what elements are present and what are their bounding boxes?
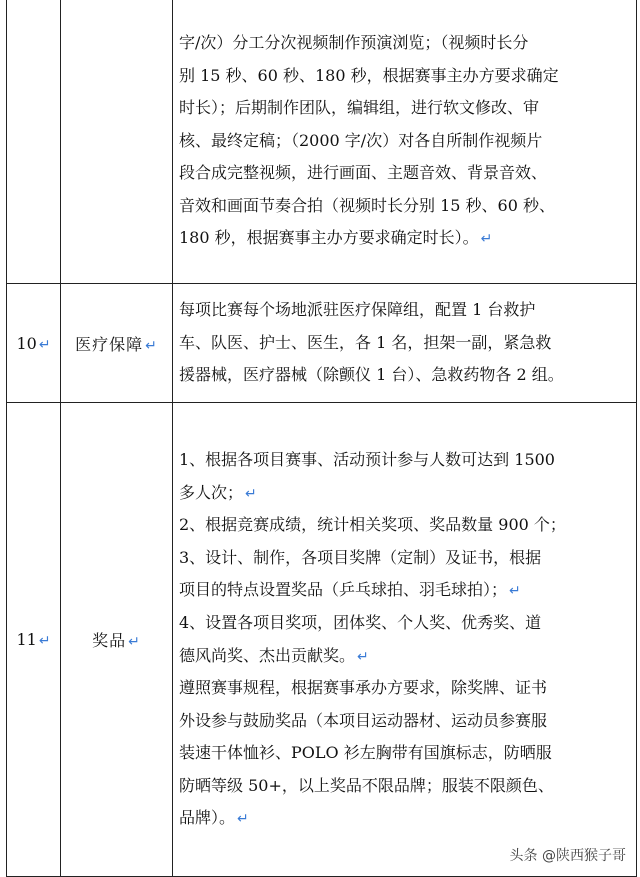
content-line: 别 15 秒、60 秒、180 秒，根据赛事主办方要求确定 [179, 65, 559, 85]
row-content-cell [173, 403, 637, 877]
content-text: 德风尚奖、杰出贡献奖。 [179, 645, 356, 665]
content-line: 段合成完整视频，进行画面、主题音效、背景音效、 [179, 163, 548, 183]
row-number-cell [7, 0, 61, 284]
paragraph-mark-icon: ↵ [38, 633, 51, 649]
row-number-cell [7, 403, 61, 877]
content-line: 装速干体恤衫、POLO 衫左胸带有国旗标志，防晒服 [179, 743, 552, 763]
row-number-cell [7, 284, 61, 403]
table-row-10 [7, 284, 637, 403]
row-name-cell [61, 0, 173, 284]
content-line: 每项比赛每个场地派驻医疗保障组，配置 1 台救护 [179, 300, 536, 320]
content-line [179, 477, 632, 510]
paragraph-mark-icon: ↵ [480, 231, 493, 248]
row-name-cell [61, 403, 173, 877]
content-line [179, 640, 632, 673]
content-line: 遵照赛事规程，根据赛事承办方要求，除奖牌、证书 [179, 678, 548, 698]
content-text: 项目的特点设置奖品（乒乓球拍、羽毛球拍）； [179, 580, 508, 600]
paragraph-mark-icon: ↵ [237, 811, 249, 828]
content-text: 品牌）。 [179, 808, 236, 828]
row-number: 10 [16, 333, 37, 353]
row-content-cell [173, 0, 637, 284]
table-row-11 [7, 403, 637, 877]
row-name-cell [61, 284, 173, 403]
content-line [179, 574, 632, 607]
content-line: 4、设置各项目奖项，团体奖、个人奖、优秀奖、道 [179, 612, 542, 632]
content-line: 外设参与鼓励奖品（本项目运动器材、运动员参赛服 [179, 710, 548, 730]
content-line [179, 222, 632, 255]
watermark: 头条 @陕西猴子哥 [509, 848, 626, 864]
row-name: 奖品 [92, 631, 127, 650]
content-line: 2、根据竞赛成绩，统计相关奖项、奖品数量 900 个； [179, 515, 566, 535]
procurement-table [6, 0, 637, 877]
paragraph-mark-icon: ↵ [357, 648, 369, 665]
content-line: 1、根据各项目赛事、活动预计参与人数可达到 1500 [179, 449, 555, 469]
content-line: 3、设计、制作，各项目奖牌（定制）及证书，根据 [179, 547, 542, 567]
paragraph-mark-icon: ↵ [145, 337, 158, 354]
content-text: 180 秒，根据赛事主办方要求确定时长）。 [179, 228, 479, 248]
content-line: 时长）；后期制作团队，编辑组，进行软文修改、审 [179, 98, 540, 118]
content-line: 音效和画面节奏合拍（视频时长分别 15 秒、60 秒、 [179, 195, 555, 215]
content-line: 字/次）分工分次视频制作预演浏览；（视频时长分 [179, 32, 529, 52]
content-line: 援器械，医疗器械（除颤仪 1 台）、急救药物各 2 组。 [179, 365, 564, 385]
content-line: 防晒等级 50+，以上奖品不限品牌；服装不限颜色、 [179, 775, 554, 795]
content-text: 多人次； [179, 482, 244, 502]
paragraph-mark-icon: ↵ [38, 336, 51, 353]
content-line: 车、队医、护士、医生，各 1 名，担架一副，紧急救 [179, 332, 552, 352]
content-line [179, 802, 632, 835]
row-content-cell [173, 284, 637, 403]
content-line: 核、最终定稿；（2000 字/次）对各自所制作视频片 [179, 130, 543, 150]
table-row-continued [7, 0, 637, 284]
paragraph-mark-icon: ↵ [128, 634, 141, 650]
row-name: 医疗保障 [75, 334, 144, 354]
paragraph-mark-icon: ↵ [245, 485, 257, 502]
row-number: 11 [16, 630, 37, 649]
paragraph-mark-icon: ↵ [509, 583, 521, 600]
